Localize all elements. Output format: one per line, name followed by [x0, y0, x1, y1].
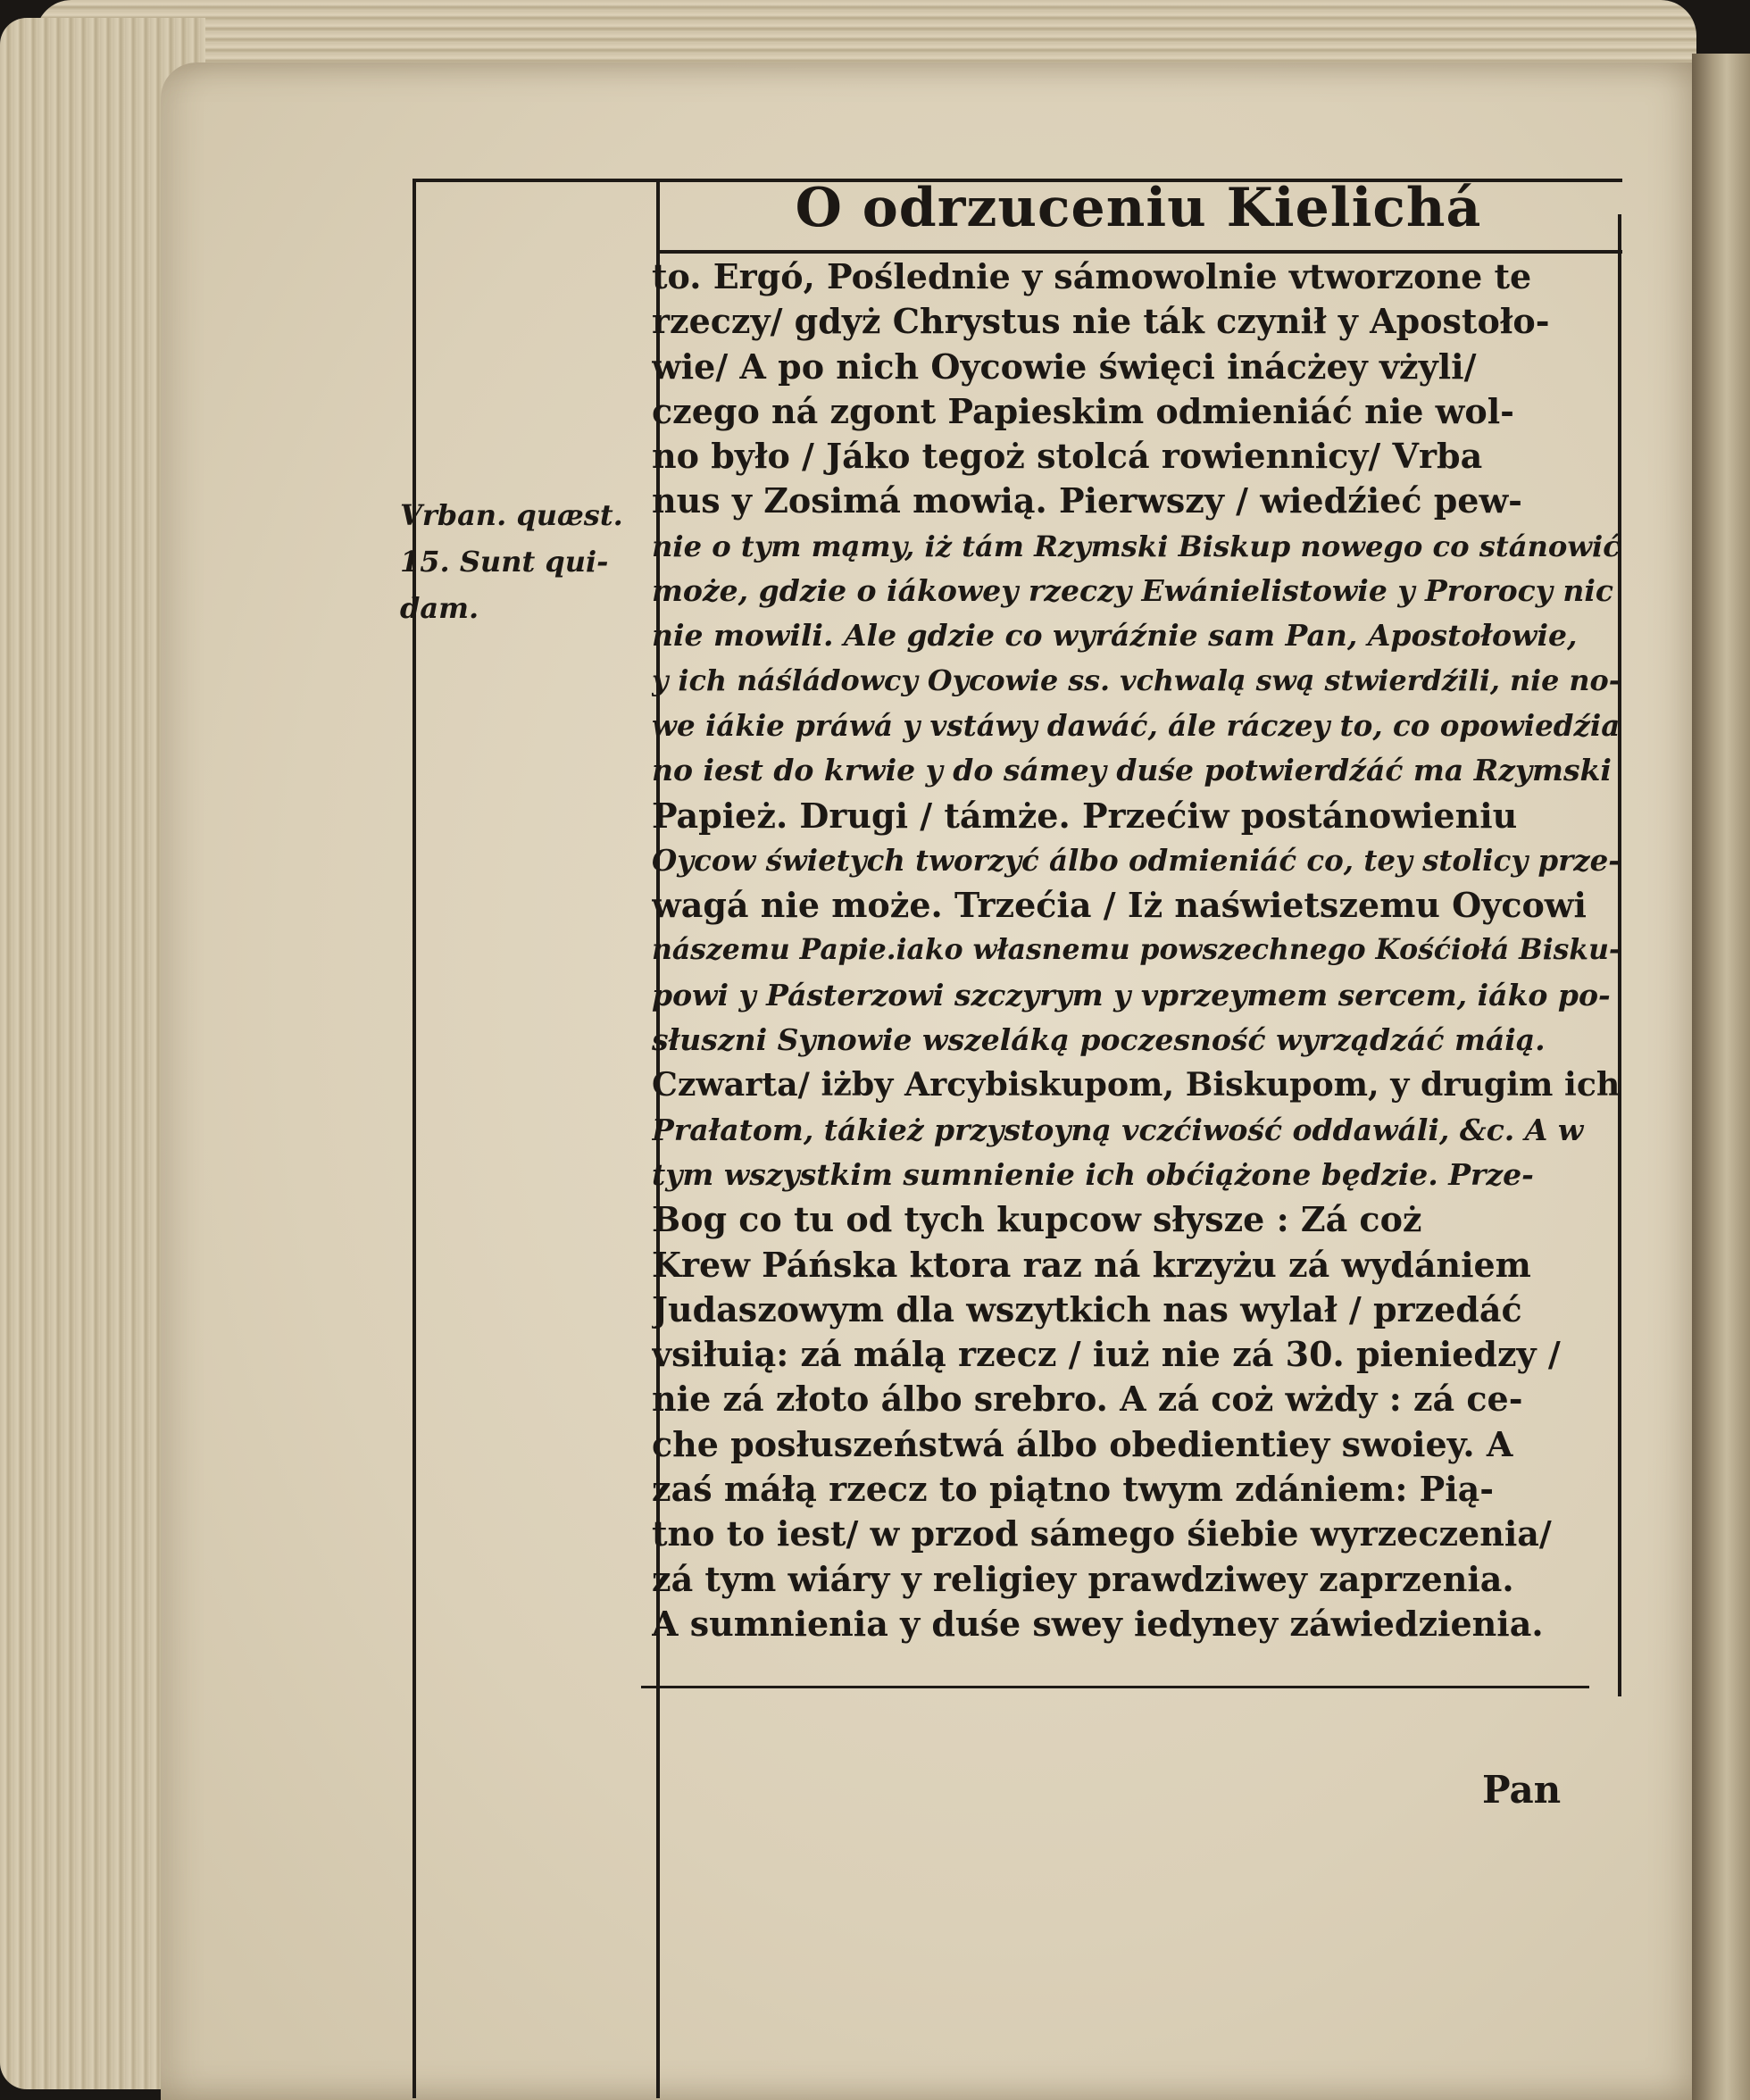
- catchword: Pan: [1482, 1768, 1562, 1812]
- text-line: we iákie práwá y vstáwy dawáć, ále ráczey to, co opowiedźia: [652, 707, 1621, 743]
- text-line: może, gdzie o iákowey rzeczy Ewánielistowie y Prorocy nic: [652, 573, 1613, 609]
- body-text: [652, 254, 1625, 1646]
- margin-note-line: dam.: [400, 591, 479, 625]
- text-line: Prałatom, tákież przystoyną vczćiwość oddawáli, &c. A w: [652, 1112, 1584, 1147]
- margin-note-line: Vrban. quæst.: [400, 498, 623, 532]
- text-line: rzeczy/ gdyż Chrystus nie ták czynił y Apostoło-: [652, 301, 1550, 342]
- text-line: powi y Pásterzowi szczyrym y vprzeymem sercem, iáko po-: [652, 977, 1611, 1012]
- text-line: che posłuszeństwá álbo obedientiey swoiey. A: [652, 1423, 1513, 1464]
- text-line: Judaszowym dla wszytkich nas wylał / przedáć: [652, 1288, 1522, 1329]
- text-line: zá tym wiáry y religiey prawdziwey zaprzenia.: [652, 1558, 1514, 1599]
- text-line: wie/ A po nich Oycowie święci inácżey vżyli/: [652, 346, 1477, 387]
- text-line: vsiłuią: zá málą rzecz / iuż nie zá 30. pieniedzy /: [652, 1334, 1561, 1375]
- text-line: Oycow świetych tworzyć álbo odmieniáć co, tey stolicy prze-: [652, 843, 1621, 878]
- text-line: Papież. Drugi / támże. Przećiw postánowieniu: [652, 795, 1518, 836]
- book-gutter: [1692, 54, 1750, 2100]
- text-line: A sumnienia y duśe swey iedyney záwiedzienia.: [652, 1603, 1544, 1644]
- text-line: Bog co tu od tych kupcow słysze : Zá coż: [652, 1199, 1422, 1240]
- text-line: no było / Jáko tegoż stolcá rowiennicy/ Vrba: [652, 436, 1483, 477]
- text-line: czego ná zgont Papieskim odmieniáć nie wol-: [652, 390, 1514, 431]
- text-line: nie mowili. Ale gdzie co wyráźnie sam Pan, Apostołowie,: [652, 618, 1578, 654]
- text-line: Czwarta/ iżby Arcybiskupom, Biskupom, y drugim ich: [652, 1065, 1621, 1104]
- text-line: słuszni Synowie wszeláką poczesność wyrządzáć máią.: [652, 1022, 1546, 1058]
- text-line: nus y Zosimá mowią. Pierwszy / wiedźieć pew-: [652, 480, 1522, 521]
- frame-left-rule: [412, 179, 416, 2098]
- text-line: tno to iest/ w przod sámego śiebie wyrzeczenia/: [652, 1513, 1552, 1554]
- text-line: no iest do krwie y do sámey duśe potwierdźáć ma Rzymski: [652, 753, 1612, 788]
- text-line: nie o tym mąmy, iż tám Rzymski Biskup nowego co stánowić: [652, 529, 1621, 563]
- running-header: O odrzuceniu Kielichá: [795, 177, 1482, 239]
- text-line: to. Ergó, Poślednie y sámowolnie vtworzone te: [652, 256, 1532, 296]
- text-block-bottom-rule: [641, 1686, 1589, 1688]
- text-line: wagá nie może. Trzećia / Iż naświetszemu Oycowi: [652, 885, 1587, 926]
- text-line: tym wszystkim sumnienie ich obćiążone będzie. Prze-: [652, 1156, 1534, 1192]
- text-line: Krew Páńska ktora raz ná krzyżu zá wydániem: [652, 1244, 1531, 1285]
- text-line: nie zá złoto álbo srebro. A zá coż wżdy : zá ce-: [652, 1379, 1523, 1420]
- text-line: nászemu Papie.iako własnemu powszechnego Kośćiołá Bisku-: [652, 934, 1621, 967]
- text-line: y ich náśládowcy Oycowie ss. vchwalą swą stwierdźili, nie no-: [652, 663, 1621, 697]
- margin-note-line: 15. Sunt qui-: [400, 545, 609, 579]
- header-underline-rule: [660, 250, 1622, 254]
- text-line: zaś máłą rzecz to piątno twym zdániem: Pią-: [652, 1469, 1495, 1510]
- margin-note: [400, 492, 659, 631]
